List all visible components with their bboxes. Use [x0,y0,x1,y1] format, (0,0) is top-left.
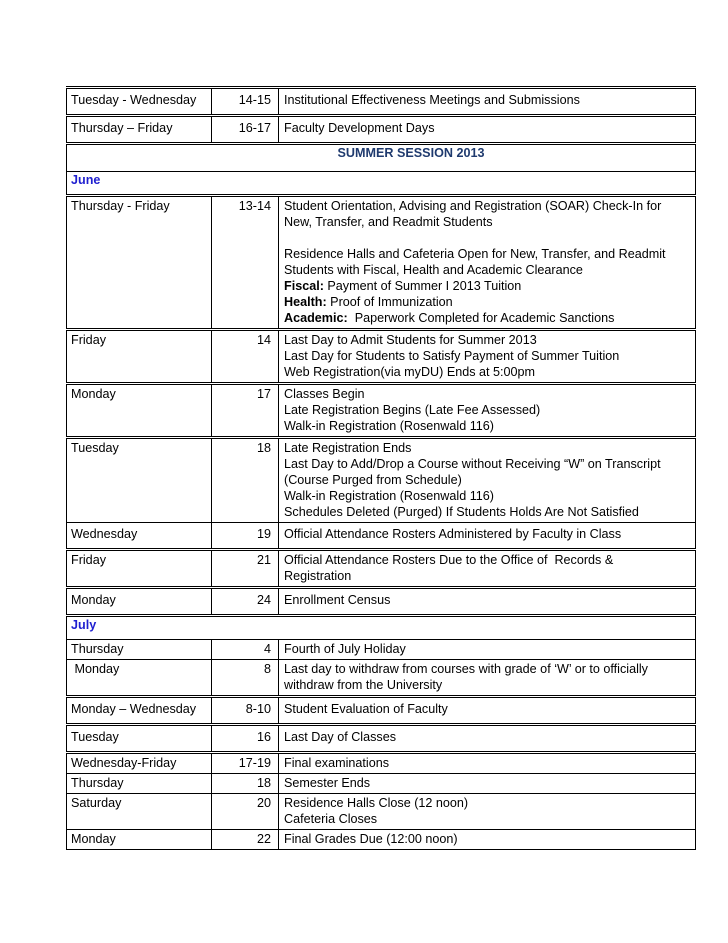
day-cell: Monday [67,588,212,616]
table-row [67,697,696,725]
table-row [67,550,696,588]
date-cell: 14 [212,330,279,384]
event-cell: Official Attendance Rosters Due to the Office of Records & Registration [279,550,696,588]
table-row [67,830,696,850]
date-cell: 13-14 [212,196,279,330]
date-cell: 22 [212,830,279,850]
event-cell: Late Registration Ends Last Day to Add/Drop a Course without Receiving “W” on Transcript (Course Purged from Schedule) Walk-in Registration (Rosenwald 116) Schedules Deleted (Purged) If Students Holds Are Not Satisfied [279,438,696,523]
day-cell: Tuesday [67,438,212,523]
table-row [67,753,696,774]
day-cell: Friday [67,550,212,588]
session-title: SUMMER SESSION 2013 [67,144,696,172]
date-cell: 16-17 [212,116,279,144]
day-cell: Tuesday [67,725,212,753]
day-cell: Monday [67,830,212,850]
date-cell: 17 [212,384,279,438]
event-cell: Enrollment Census [279,588,696,616]
academic-requirement: Academic: Paperwork Completed for Academic Sanctions [284,311,615,325]
day-cell: Saturday [67,794,212,830]
date-cell: 8-10 [212,697,279,725]
table-row [67,588,696,616]
table-row [67,774,696,794]
date-cell: 8 [212,660,279,697]
event-cell: Last Day of Classes [279,725,696,753]
month-heading-row [67,616,696,640]
date-cell: 16 [212,725,279,753]
event-cell: Fourth of July Holiday [279,640,696,660]
day-cell: Thursday [67,774,212,794]
event-cell: Final Grades Due (12:00 noon) [279,830,696,850]
date-cell: 18 [212,774,279,794]
day-cell: Thursday [67,640,212,660]
event-cell: Last day to withdraw from courses with grade of ‘W’ or to officially withdraw from the University [279,660,696,697]
event-cell: Student Evaluation of Faculty [279,697,696,725]
fiscal-requirement: Fiscal: Payment of Summer I 2013 Tuition [284,279,522,293]
event-cell: Classes Begin Late Registration Begins (Late Fee Assessed) Walk-in Registration (Rosenwald 116) [279,384,696,438]
session-heading-row [67,144,696,172]
table-row [67,330,696,384]
event-cell: Institutional Effectiveness Meetings and Submissions [279,88,696,116]
table-row [67,438,696,523]
date-cell: 24 [212,588,279,616]
table-row [67,523,696,550]
date-cell: 21 [212,550,279,588]
table-row [67,794,696,830]
date-cell: 4 [212,640,279,660]
event-cell: Residence Halls Close (12 noon) Cafeteria Closes [279,794,696,830]
day-cell: Monday [67,384,212,438]
table-row [67,116,696,144]
academic-calendar-table [66,86,696,850]
table-row [67,725,696,753]
date-cell: 18 [212,438,279,523]
day-cell: Thursday – Friday [67,116,212,144]
day-cell: Tuesday - Wednesday [67,88,212,116]
event-cell: Last Day to Admit Students for Summer 2013 Last Day for Students to Satisfy Payment of Summer Tuition Web Registration(via myDU) Ends at 5:00pm [279,330,696,384]
month-title-june: June [67,172,696,196]
day-cell: Friday [67,330,212,384]
table-row [67,384,696,438]
date-cell: 19 [212,523,279,550]
event-cell: Semester Ends [279,774,696,794]
event-cell: Final examinations [279,753,696,774]
day-cell: Wednesday-Friday [67,753,212,774]
month-heading-row [67,172,696,196]
event-cell: Faculty Development Days [279,116,696,144]
date-cell: 14-15 [212,88,279,116]
date-cell: 20 [212,794,279,830]
health-requirement: Health: Proof of Immunization [284,295,453,309]
day-cell: Monday [67,660,212,697]
day-cell: Wednesday [67,523,212,550]
month-title-july: July [67,616,696,640]
table-row [67,640,696,660]
table-row [67,196,696,330]
event-cell: Official Attendance Rosters Administered by Faculty in Class [279,523,696,550]
day-cell: Monday – Wednesday [67,697,212,725]
day-cell: Thursday - Friday [67,196,212,330]
event-cell: Student Orientation, Advising and Registration (SOAR) Check-In for New, Transfer, and Readmit Students Residence Halls and Cafeteria Open for New, Transfer, and Readmit Students with Fiscal, Health and Academic Clearance Fiscal: Payment of Summer I 2013 Tuition Health: Proof of Immunization Academic: Paperwork Completed for Academic Sanctions [279,196,696,330]
date-cell: 17-19 [212,753,279,774]
table-row [67,660,696,697]
table-row [67,88,696,116]
